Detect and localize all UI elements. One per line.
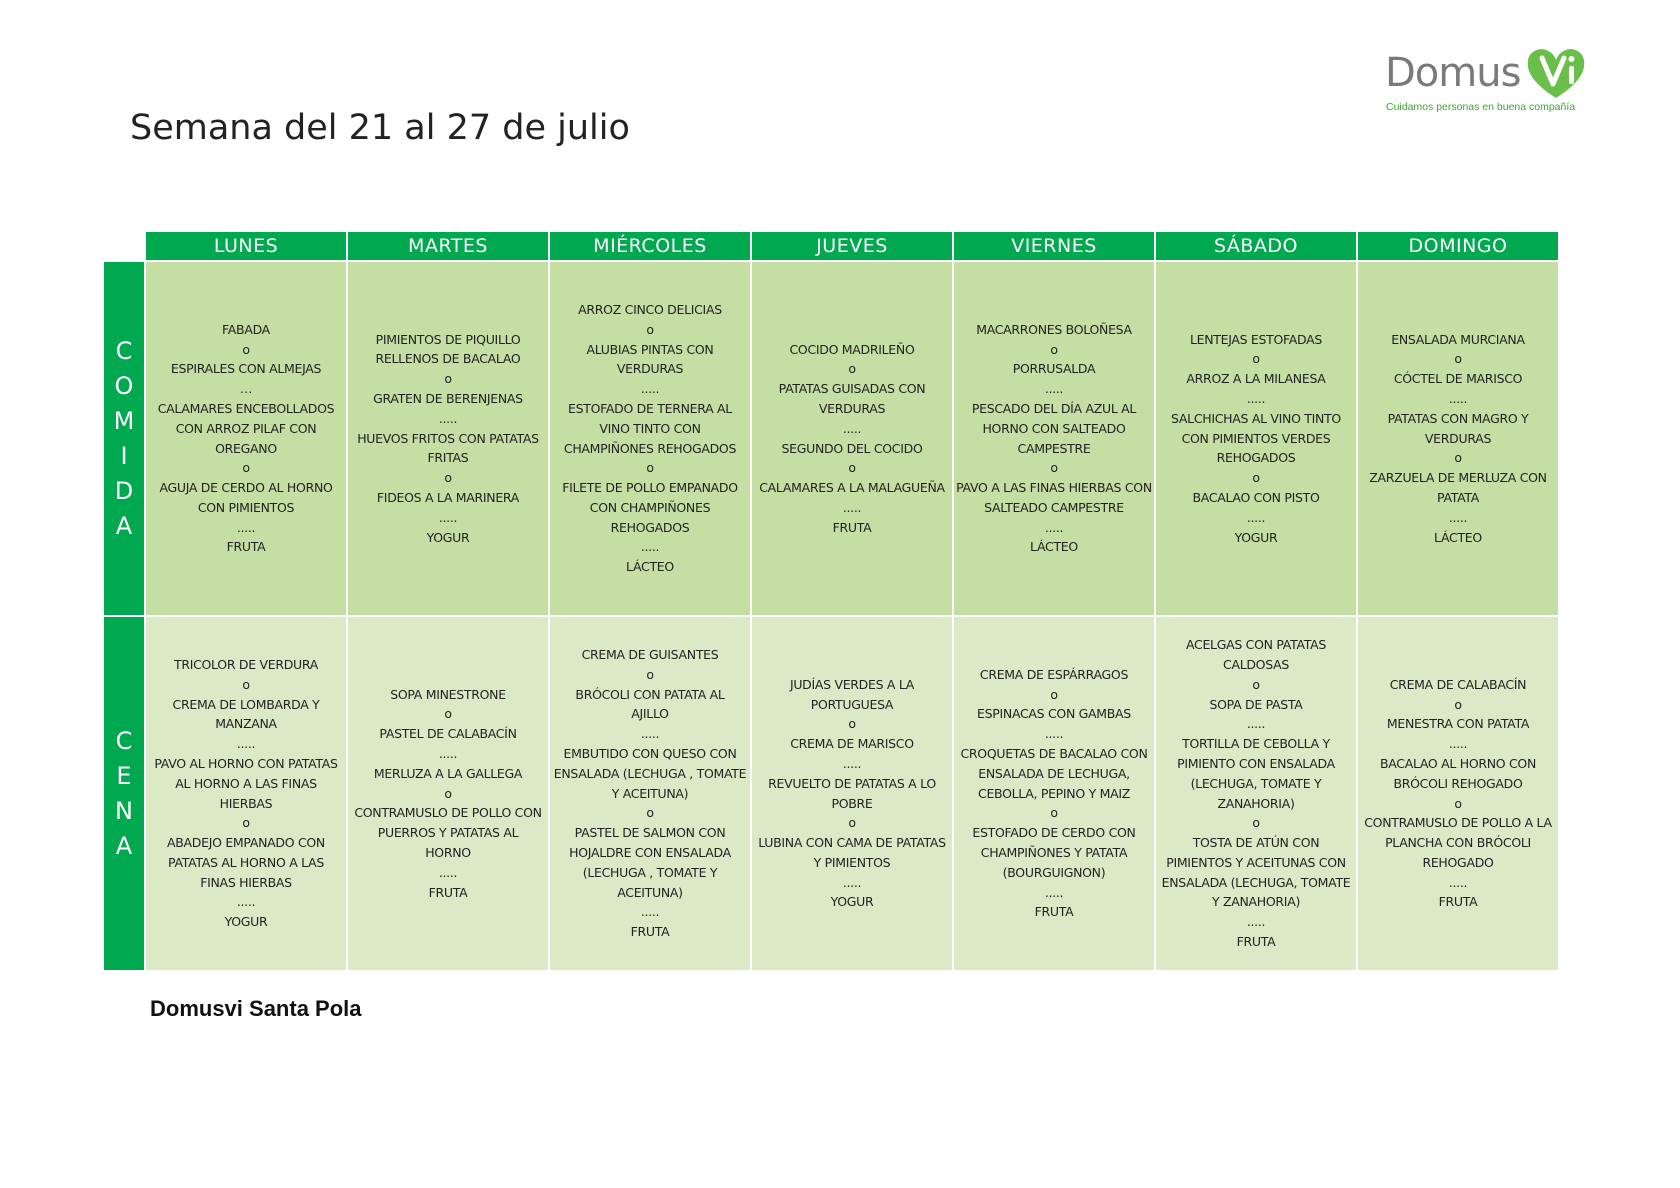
- menu-line: CON PIMIENTOS VERDES: [1181, 430, 1331, 446]
- menu-line: LÁCTEO: [1030, 539, 1078, 555]
- table-corner: [104, 232, 144, 262]
- menu-line: o: [848, 460, 856, 476]
- menu-line: .....: [1044, 884, 1064, 900]
- menu-line: CON CHAMPIÑONES: [589, 499, 711, 515]
- menu-line: o: [242, 341, 250, 357]
- menu-line: BRÓCOLI REHOGADO: [1393, 775, 1523, 791]
- menu-line: CAMPESTRE: [1017, 440, 1091, 456]
- menu-line: CREMA DE CALABACÍN: [1389, 676, 1527, 692]
- menu-line: MANZANA: [215, 716, 277, 732]
- menu-line: o: [242, 815, 250, 831]
- meal-label-cena: [104, 617, 144, 972]
- heart-vi-icon: [1524, 44, 1588, 107]
- day-header-viernes: VIERNES: [952, 232, 1154, 262]
- meal-label-letter: A: [115, 831, 133, 860]
- menu-line: PATATAS GUISADAS CON: [778, 381, 926, 397]
- menu-line: ARROZ A LA MILANESA: [1186, 371, 1326, 387]
- meal-label-comida: [104, 262, 144, 617]
- menu-line: MACARRONES BOLOÑESA: [976, 321, 1132, 337]
- menu-line: TORTILLA DE CEBOLLA Y: [1182, 736, 1330, 752]
- menu-line: .....: [236, 736, 256, 752]
- menu-line: VINO TINTO CON: [599, 420, 701, 436]
- menu-line: .....: [1448, 874, 1468, 890]
- menu-line: o: [646, 805, 654, 821]
- menu-line: ARROZ CINCO DELICIAS: [578, 301, 722, 317]
- menu-line: FRUTA: [1034, 904, 1074, 920]
- menu-line: CHAMPIÑONES REHOGADOS: [563, 440, 737, 456]
- menu-line: (LECHUGA , TOMATE Y: [582, 864, 718, 880]
- menu-line: PIMIENTOS Y ACEITUNAS CON: [1166, 854, 1346, 870]
- menu-line: (LECHUGA, TOMATE Y: [1190, 775, 1322, 791]
- menu-line: REHOGADO: [1422, 854, 1494, 870]
- menu-line: CÓCTEL DE MARISCO: [1393, 371, 1523, 387]
- day-header-lunes: LUNES: [144, 232, 346, 262]
- menu-line: CEBOLLA, PEPINO Y MAIZ: [978, 785, 1130, 801]
- menu-line: o: [848, 815, 856, 831]
- menu-line: Y ZANAHORIA): [1211, 894, 1301, 910]
- menu-line: o: [242, 460, 250, 476]
- menu-line: FIDEOS A LA MARINERA: [376, 489, 520, 505]
- menu-line: PASTEL DE SALMON CON: [574, 825, 726, 841]
- menu-line: REHOGADOS: [610, 519, 690, 535]
- menu-line: PIMIENTO CON ENSALADA: [1177, 755, 1335, 771]
- menu-line: Y PIMIENTOS: [813, 854, 891, 870]
- menu-line: .....: [1044, 381, 1064, 397]
- cena-martes-cell: [346, 617, 548, 972]
- cena-miércoles-cell: [548, 617, 750, 972]
- menu-line: YOGUR: [1234, 529, 1278, 545]
- menu-line: o: [1050, 686, 1058, 702]
- comida-sábado-cell: [1154, 262, 1356, 617]
- menu-line: CREMA DE GUISANTES: [581, 647, 719, 663]
- meal-label-letter: C: [115, 336, 133, 365]
- menu-line: ESPIRALES CON ALMEJAS: [170, 361, 322, 377]
- menu-line: TRICOLOR DE VERDURA: [173, 656, 319, 672]
- menu-line: VERDURAS: [616, 361, 684, 377]
- menu-line: LÁCTEO: [1434, 529, 1482, 545]
- menu-line: ACEITUNA): [617, 884, 683, 900]
- menu-line: o: [1454, 450, 1462, 466]
- menu-line: COCIDO MADRILEÑO: [789, 341, 915, 357]
- meal-label-letter: A: [115, 511, 133, 540]
- menu-line: SOPA MINESTRONE: [390, 686, 506, 702]
- menu-line: o: [646, 321, 654, 337]
- menu-line: .....: [842, 499, 862, 515]
- menu-line: ZARZUELA DE MERLUZA CON: [1369, 470, 1547, 486]
- comida-domingo-cell: [1356, 262, 1558, 617]
- meal-label-letter: C: [115, 726, 133, 755]
- menu-line: YOGUR: [830, 894, 874, 910]
- cena-domingo-cell: [1356, 617, 1558, 972]
- menu-line: .....: [842, 755, 862, 771]
- menu-line: AL HORNO A LAS FINAS HIERBAS: [175, 775, 317, 811]
- menu-line: CON PIMIENTOS: [197, 499, 295, 515]
- menu-line: ENSALADA (LECHUGA , TOMATE: [553, 765, 747, 781]
- menu-line: o: [848, 716, 856, 732]
- menu-line: CONTRAMUSLO DE POLLO CON: [354, 805, 542, 821]
- menu-line: PATATA: [1437, 489, 1479, 505]
- menu-line: BACALAO CON PISTO: [1192, 489, 1320, 505]
- menu-line: FRUTA: [1236, 934, 1276, 950]
- menu-line: .....: [438, 509, 458, 525]
- menu-line: (BOURGUIGNON): [1002, 864, 1106, 880]
- menu-line: EMBUTIDO CON QUESO CON: [563, 746, 737, 761]
- menu-line: PESCADO DEL DÍA AZUL AL: [971, 400, 1137, 416]
- menu-line: .....: [438, 864, 458, 880]
- logo-tagline: Cuidamos personas en buena compañía: [1386, 101, 1576, 113]
- menu-line: ESPINACAS CON GAMBAS: [977, 706, 1131, 722]
- menu-line: FRITAS: [427, 450, 469, 466]
- menu-line: ENSALADA (LECHUGA, TOMATE: [1161, 874, 1351, 890]
- menu-line: CALAMARES ENCEBOLLADOS: [157, 400, 335, 416]
- menu-line: POBRE: [831, 795, 873, 811]
- menu-line: o: [242, 676, 250, 692]
- menu-line: Y ACEITUNA): [611, 785, 689, 801]
- menu-line: PATATAS AL HORNO A LAS: [168, 854, 324, 870]
- menu-line: PIMIENTOS DE PIQUILLO: [375, 331, 521, 347]
- menu-line: LUBINA CON CAMA DE PATATAS: [758, 835, 946, 851]
- footer-location: Domusvi Santa Pola: [150, 996, 362, 1021]
- menu-line: .....: [438, 746, 458, 761]
- menu-line: AJILLO: [631, 706, 669, 722]
- menu-line: ZANAHORIA): [1217, 795, 1295, 811]
- weekly-menu-table: [104, 232, 1560, 972]
- menu-line: .....: [1246, 509, 1266, 525]
- menu-line: PUERROS Y PATATAS AL: [377, 825, 519, 841]
- comida-jueves-cell: [750, 262, 952, 617]
- day-header-domingo: DOMINGO: [1356, 232, 1558, 262]
- menu-line: ENSALADA MURCIANA: [1391, 331, 1525, 347]
- day-header-sábado: SÁBADO: [1154, 232, 1356, 262]
- menu-line: CONTRAMUSLO DE POLLO A LA: [1364, 815, 1552, 831]
- menu-line: PORRUSALDA: [1012, 361, 1096, 377]
- menu-line: CREMA DE ESPÁRRAGOS: [979, 666, 1129, 682]
- menu-line: .....: [842, 420, 862, 436]
- menu-line: BACALAO AL HORNO CON: [1379, 755, 1537, 771]
- menu-line: ENSALADA DE LECHUGA,: [978, 765, 1130, 781]
- day-header-martes: MARTES: [346, 232, 548, 262]
- menu-line: SEGUNDO DEL COCIDO: [781, 440, 923, 456]
- meal-label-letter: O: [114, 371, 134, 400]
- menu-line: JUDÍAS VERDES A LA: [789, 676, 915, 692]
- menu-line: o: [1050, 460, 1058, 476]
- menu-line: .....: [640, 726, 660, 742]
- meal-label-letter: I: [120, 441, 128, 470]
- comida-miércoles-cell: [548, 262, 750, 617]
- cena-sábado-cell: [1154, 617, 1356, 972]
- menu-line: LENTEJAS ESTOFADAS: [1189, 331, 1323, 347]
- menu-line: PASTEL DE CALABACÍN: [379, 726, 517, 742]
- menu-line: MENESTRA CON PATATA: [1386, 716, 1530, 732]
- menu-line: .....: [1044, 519, 1064, 535]
- day-header-jueves: JUEVES: [750, 232, 952, 262]
- menu-line: ESTOFADO DE CERDO CON: [972, 825, 1136, 841]
- menu-line: o: [1252, 815, 1260, 831]
- menu-line: .....: [1246, 391, 1266, 406]
- menu-line: FRUTA: [428, 884, 468, 900]
- cena-jueves-cell: [750, 617, 952, 972]
- menu-line: FRUTA: [1438, 894, 1478, 910]
- comida-lunes-cell: [144, 262, 346, 617]
- menu-line: SOPA DE PASTA: [1209, 696, 1303, 712]
- menu-line: YOGUR: [224, 914, 268, 930]
- menu-line: .....: [1448, 509, 1468, 525]
- menu-line: REHOGADOS: [1216, 450, 1296, 466]
- menu-line: FINAS HIERBAS: [200, 874, 292, 890]
- menu-line: o: [1252, 470, 1260, 486]
- cena-viernes-cell: [952, 617, 1154, 972]
- menu-line: o: [1050, 805, 1058, 821]
- menu-line: …: [239, 381, 253, 397]
- menu-line: .....: [640, 904, 660, 920]
- menu-line: AGUJA DE CERDO AL HORNO: [159, 480, 333, 496]
- menu-line: o: [1454, 351, 1462, 367]
- menu-line: FILETE DE POLLO EMPANADO: [562, 480, 738, 496]
- menu-line: FABADA: [222, 321, 270, 337]
- page-title: Semana del 21 al 27 de julio: [130, 108, 630, 148]
- menu-line: o: [1252, 676, 1260, 692]
- comida-viernes-cell: [952, 262, 1154, 617]
- day-header-miércoles: MIÉRCOLES: [548, 232, 750, 262]
- menu-line: FRUTA: [630, 924, 670, 940]
- menu-line: RELLENOS DE BACALAO: [375, 351, 521, 367]
- menu-line: .....: [1448, 736, 1468, 752]
- menu-line: HOJALDRE CON ENSALADA: [569, 844, 731, 860]
- menu-line: CREMA DE LOMBARDA Y: [172, 696, 320, 712]
- comida-martes-cell: [346, 262, 548, 617]
- menu-line: .....: [640, 381, 660, 397]
- menu-line: o: [444, 371, 452, 387]
- menu-line: SALTEADO CAMPESTRE: [984, 499, 1124, 515]
- menu-line: .....: [842, 874, 862, 890]
- menu-line: o: [646, 460, 654, 476]
- menu-line: .....: [1246, 716, 1266, 732]
- menu-line: BRÓCOLI CON PATATA AL: [575, 686, 725, 702]
- menu-line: YOGUR: [426, 529, 470, 545]
- menu-line: HUEVOS FRITOS CON PATATAS: [357, 430, 539, 446]
- menu-line: HORNO: [425, 844, 471, 860]
- menu-line: CHAMPIÑONES Y PATATA: [980, 844, 1128, 860]
- menu-line: ABADEJO EMPANADO CON: [167, 835, 325, 851]
- meal-label-letter: M: [113, 406, 135, 435]
- menu-line: o: [444, 785, 452, 801]
- menu-line: .....: [1246, 914, 1266, 930]
- meal-label-letter: N: [115, 796, 133, 825]
- menu-line: ALUBIAS PINTAS CON: [586, 341, 714, 357]
- menu-line: VERDURAS: [1424, 430, 1492, 446]
- cena-lunes-cell: [144, 617, 346, 972]
- menu-line: o: [1050, 341, 1058, 357]
- menu-line: .....: [438, 410, 458, 426]
- menu-line: TOSTA DE ATÚN CON: [1192, 835, 1320, 851]
- menu-line: GRATEN DE BERENJENAS: [373, 391, 523, 406]
- menu-line: CON ARROZ PILAF CON: [175, 420, 317, 436]
- menu-line: MERLUZA A LA GALLEGA: [373, 765, 523, 781]
- menu-line: .....: [640, 539, 660, 555]
- menu-line: CROQUETAS DE BACALAO CON: [960, 746, 1148, 761]
- menu-line: OREGANO: [215, 440, 277, 456]
- domusvi-logo: [1385, 40, 1595, 120]
- menu-line: o: [1454, 696, 1462, 712]
- menu-line: FRUTA: [226, 539, 266, 555]
- menu-line: LÁCTEO: [626, 559, 674, 575]
- menu-line: o: [848, 361, 856, 377]
- menu-line: .....: [236, 894, 256, 910]
- menu-line: SALCHICHAS AL VINO TINTO: [1171, 410, 1341, 426]
- menu-line: FRUTA: [832, 519, 872, 535]
- menu-line: .....: [1044, 726, 1064, 742]
- menu-line: PAVO A LAS FINAS HIERBAS CON: [956, 480, 1152, 496]
- menu-line: CREMA DE MARISCO: [790, 736, 914, 752]
- menu-line: HORNO CON SALTEADO: [982, 420, 1126, 436]
- menu-line: o: [1454, 795, 1462, 811]
- logo-wordmark: Domus: [1385, 50, 1521, 96]
- menu-line: VERDURAS: [818, 400, 886, 416]
- menu-line: ACELGAS CON PATATAS: [1186, 637, 1326, 653]
- menu-line: .....: [236, 519, 256, 535]
- menu-line: CALAMARES A LA MALAGUEÑA: [759, 480, 945, 496]
- menu-line: ESTOFADO DE TERNERA AL: [568, 400, 732, 416]
- menu-line: o: [444, 706, 452, 722]
- meal-label-letter: E: [116, 761, 132, 790]
- menu-line: .....: [1448, 391, 1468, 406]
- menu-line: PAVO AL HORNO CON PATATAS: [154, 755, 338, 771]
- menu-line: PATATAS CON MAGRO Y: [1387, 410, 1529, 426]
- menu-line: REVUELTO DE PATATAS A LO: [768, 775, 936, 791]
- menu-line: o: [444, 470, 452, 486]
- menu-line: PLANCHA CON BRÓCOLI: [1385, 835, 1531, 851]
- meal-label-letter: D: [114, 476, 134, 505]
- menu-line: o: [1252, 351, 1260, 367]
- menu-line: o: [646, 666, 654, 682]
- menu-line: PORTUGUESA: [810, 696, 894, 712]
- menu-line: CALDOSAS: [1223, 656, 1289, 672]
